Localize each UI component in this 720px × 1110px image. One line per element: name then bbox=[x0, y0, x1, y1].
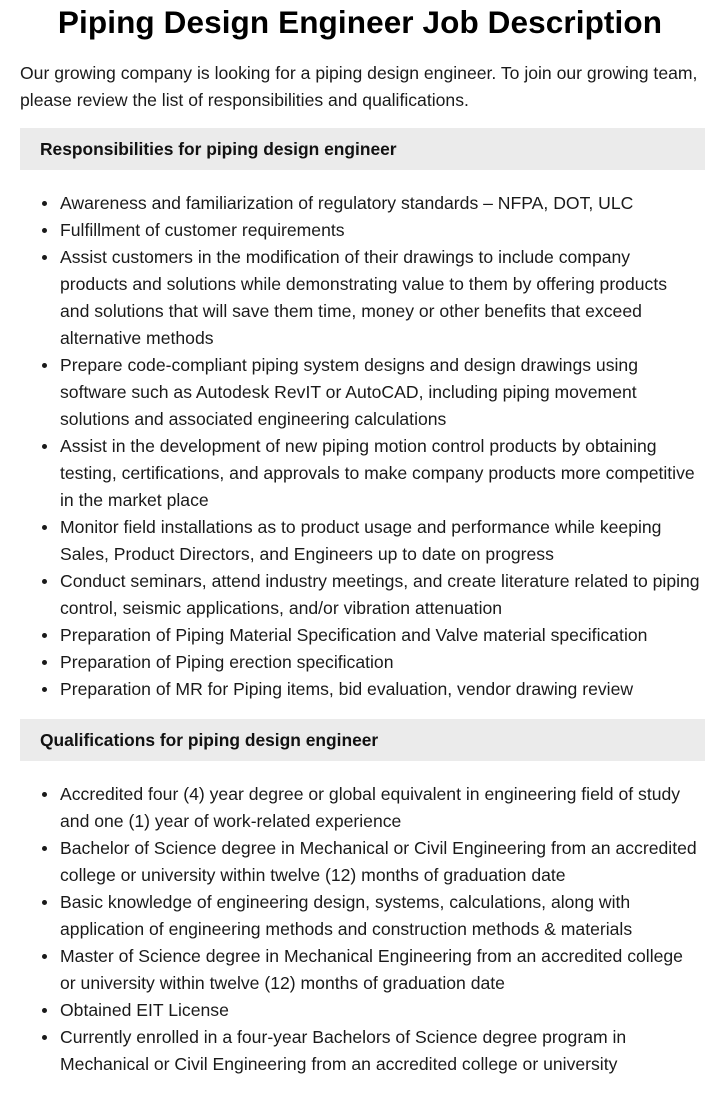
responsibility-text: Awareness and familiarization of regulatory standards – NFPA, DOT, ULC bbox=[60, 193, 634, 213]
qualification-text: Bachelor of Science degree in Mechanical or Civil Engineering from an accredited college or university within twelve (12) months of graduation date bbox=[60, 838, 697, 885]
responsibility-text: Fulfillment of customer requirements bbox=[60, 220, 345, 240]
responsibility-item bbox=[20, 352, 700, 433]
responsibility-text: Preparation of Piping Material Specification and Valve material specification bbox=[60, 625, 648, 645]
responsibility-text: Assist in the development of new piping motion control products by obtaining testing, certifications, and approvals to make company products more competitive in the market place bbox=[60, 436, 695, 510]
responsibility-text: Preparation of Piping erection specification bbox=[60, 652, 394, 672]
responsibility-item bbox=[20, 190, 700, 217]
responsibility-item bbox=[20, 676, 700, 703]
responsibilities-list bbox=[20, 190, 700, 703]
bullet-icon bbox=[42, 579, 47, 584]
qualification-item bbox=[20, 1024, 700, 1078]
responsibility-item bbox=[20, 649, 700, 676]
bullet-icon bbox=[42, 1008, 47, 1013]
responsibility-item bbox=[20, 433, 700, 514]
qualification-item bbox=[20, 997, 700, 1024]
responsibility-item bbox=[20, 568, 700, 622]
qualifications-heading: Qualifications for piping design engineer bbox=[20, 719, 705, 761]
page-title: Piping Design Engineer Job Description bbox=[57, 4, 663, 40]
responsibility-item bbox=[20, 622, 700, 649]
bullet-icon bbox=[42, 525, 47, 530]
responsibility-text: Conduct seminars, attend industry meetings, and create literature related to piping control, seismic applications, and/or vibration attenuation bbox=[60, 571, 700, 618]
qualification-text: Obtained EIT License bbox=[60, 1000, 229, 1020]
responsibility-text: Prepare code-compliant piping system designs and design drawings using software such as Autodesk RevIT or AutoCAD, including piping movement solutions and associated engineering calculations bbox=[60, 355, 638, 429]
responsibility-text: Preparation of MR for Piping items, bid evaluation, vendor drawing review bbox=[60, 679, 634, 699]
qualification-text: Accredited four (4) year degree or global equivalent in engineering field of study and one (1) year of work-related experience bbox=[60, 784, 681, 831]
qualification-item bbox=[20, 889, 700, 943]
bullet-icon bbox=[42, 900, 47, 905]
qualifications-list bbox=[20, 781, 700, 1078]
bullet-icon bbox=[42, 444, 47, 449]
responsibility-item bbox=[20, 217, 700, 244]
responsibility-text: Assist customers in the modification of their drawings to include company products and solutions while demonstrating value to them by offering products and solutions that will save them time, money or other benefits that exceed alternative methods bbox=[60, 247, 668, 348]
qualification-text: Master of Science degree in Mechanical Engineering from an accredited college or university within twelve (12) months of graduation date bbox=[60, 946, 683, 993]
responsibilities-heading: Responsibilities for piping design engineer bbox=[20, 128, 705, 170]
qualification-item bbox=[20, 781, 700, 835]
responsibility-text: Monitor field installations as to product usage and performance while keeping Sales, Product Directors, and Engineers up to date on progress bbox=[60, 517, 662, 564]
bullet-icon bbox=[42, 792, 47, 797]
bullet-icon bbox=[42, 363, 47, 368]
qualification-item bbox=[20, 943, 700, 997]
responsibility-item bbox=[20, 244, 700, 352]
bullet-icon bbox=[42, 954, 47, 959]
bullet-icon bbox=[42, 201, 47, 206]
bullet-icon bbox=[42, 687, 47, 692]
intro-paragraph: Our growing company is looking for a piping design engineer. To join our growing team, please review the list of responsibilities and qualifications. bbox=[20, 63, 698, 110]
bullet-icon bbox=[42, 846, 47, 851]
bullet-icon bbox=[42, 660, 47, 665]
qualification-item bbox=[20, 835, 700, 889]
bullet-icon bbox=[42, 633, 47, 638]
qualification-text: Currently enrolled in a four-year Bachelors of Science degree program in Mechanical or Civil Engineering from an accredited college or university bbox=[60, 1027, 627, 1074]
bullet-icon bbox=[42, 255, 47, 260]
qualification-text: Basic knowledge of engineering design, systems, calculations, along with application of engineering methods and construction methods & materials bbox=[60, 892, 633, 939]
bullet-icon bbox=[42, 1035, 47, 1040]
bullet-icon bbox=[42, 228, 47, 233]
responsibility-item bbox=[20, 514, 700, 568]
